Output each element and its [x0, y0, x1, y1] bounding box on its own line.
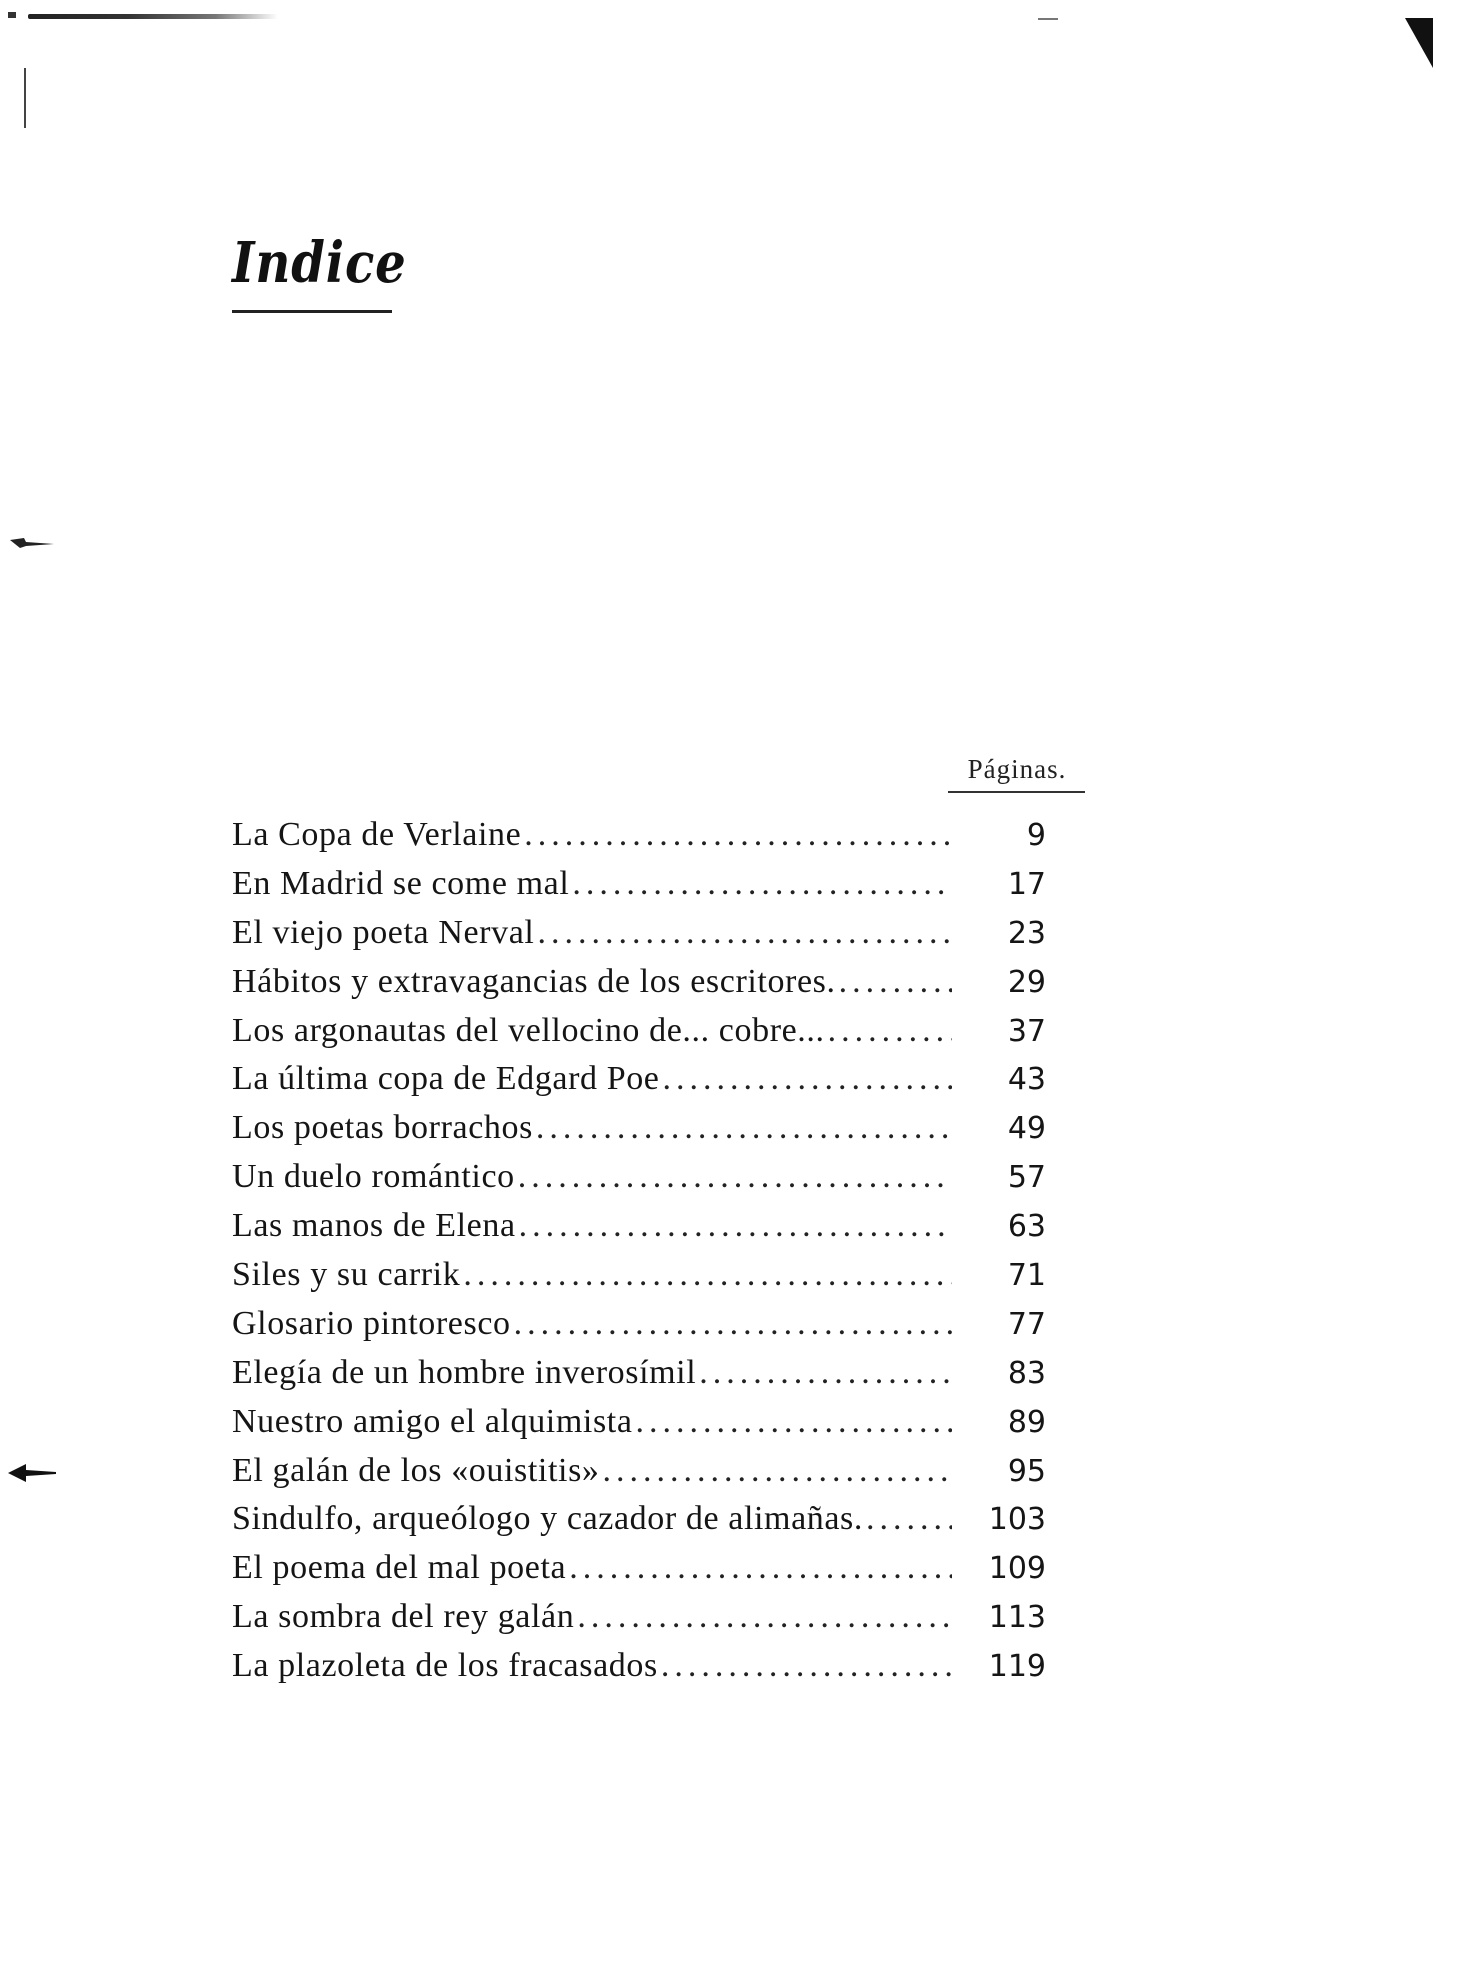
toc-entry-page: 17	[1007, 866, 1046, 902]
toc-leader-dots	[519, 1207, 952, 1245]
toc-entry-title: Hábitos y extravagancias de los escritores.	[232, 962, 836, 1000]
toc-entry-title: Nuestro amigo el alquimista	[232, 1402, 633, 1440]
toc-entry	[232, 1598, 1052, 1647]
toc-entry-page: 23	[1007, 915, 1046, 951]
toc-entry	[232, 1207, 1052, 1256]
table-of-contents	[232, 816, 1052, 1696]
title-underline	[232, 310, 392, 313]
toc-entry	[232, 914, 1052, 963]
toc-leader-dots	[828, 1012, 952, 1050]
toc-entry	[232, 865, 1052, 914]
toc-entry-title: Un duelo romántico	[232, 1158, 515, 1196]
scan-mark	[8, 12, 16, 18]
toc-entry	[232, 1354, 1052, 1403]
toc-entry-page: 77	[1007, 1306, 1046, 1342]
toc-entry-page: 103	[988, 1502, 1046, 1538]
toc-entry-title: Glosario pintoresco	[232, 1304, 511, 1342]
toc-entry-page: 29	[1007, 964, 1046, 1000]
toc-entry	[232, 1060, 1052, 1109]
toc-entry	[232, 1403, 1052, 1452]
toc-leader-dots	[663, 1060, 953, 1098]
toc-leader-dots	[463, 1256, 952, 1294]
toc-entry-title: La última copa de Edgard Poe	[232, 1060, 660, 1098]
toc-entry-page: 9	[1026, 818, 1046, 853]
toc-entry-page: 83	[1007, 1355, 1046, 1391]
toc-entry-page: 43	[1007, 1062, 1046, 1098]
toc-leader-dots	[572, 865, 952, 903]
toc-entry-title: El galán de los «ouistitis»	[232, 1451, 600, 1489]
toc-leader-dots	[569, 1549, 952, 1587]
toc-entry	[232, 963, 1052, 1012]
page-title: Indice	[232, 230, 407, 296]
toc-entry-title: Las manos de Elena	[232, 1207, 516, 1245]
toc-entry-page: 95	[1007, 1453, 1046, 1489]
toc-entry-title: El viejo poeta Nerval	[232, 913, 535, 951]
toc-entry-page: 119	[988, 1649, 1046, 1685]
toc-entry-title: Sindulfo, arqueólogo y cazador de alimañas.	[232, 1500, 863, 1538]
toc-leader-dots	[524, 816, 952, 854]
toc-entry-page: 63	[1007, 1209, 1046, 1245]
toc-entry	[232, 1012, 1052, 1061]
toc-entry	[232, 1158, 1052, 1207]
scan-mark-arrow-icon	[10, 538, 54, 548]
toc-entry	[232, 1549, 1052, 1598]
toc-entry	[232, 1256, 1052, 1305]
toc-leader-dots	[603, 1452, 952, 1490]
toc-entry-page: 71	[1007, 1258, 1046, 1294]
toc-leader-dots	[537, 914, 952, 952]
toc-entry-title: Elegía de un hombre inverosímil	[232, 1353, 697, 1391]
toc-leader-dots	[514, 1305, 952, 1343]
toc-entry-page: 37	[1007, 1013, 1046, 1049]
pages-header-rule	[948, 791, 1085, 793]
toc-leader-dots	[636, 1403, 952, 1441]
toc-leader-dots	[518, 1158, 952, 1196]
toc-entry-title: Los poetas borrachos	[232, 1109, 533, 1147]
toc-entry-page: 109	[988, 1551, 1046, 1587]
toc-leader-dots	[661, 1647, 952, 1685]
toc-entry	[232, 1647, 1052, 1696]
toc-leader-dots	[536, 1109, 952, 1147]
toc-entry-title: El poema del mal poeta	[232, 1549, 567, 1587]
toc-entry	[232, 1452, 1052, 1501]
toc-entry-title: Siles y su carrik	[232, 1256, 461, 1294]
toc-entry-title: La Copa de Verlaine	[232, 816, 522, 853]
toc-leader-dots	[866, 1500, 952, 1538]
scan-mark	[24, 68, 26, 128]
toc-entry-page: 89	[1007, 1404, 1046, 1440]
toc-entry-page: 57	[1007, 1160, 1046, 1196]
pages-column-header: Páginas.	[967, 754, 1067, 784]
toc-entry	[232, 1500, 1052, 1549]
toc-entry-title: En Madrid se come mal	[232, 864, 570, 902]
toc-entry-page: 49	[1007, 1111, 1046, 1147]
scan-mark	[1038, 18, 1058, 20]
toc-leader-dots	[839, 963, 952, 1001]
toc-entry-page: 113	[988, 1600, 1046, 1636]
scan-mark-arrow-icon	[8, 1462, 56, 1484]
toc-leader-dots	[699, 1354, 952, 1392]
toc-entry	[232, 1109, 1052, 1158]
scan-mark	[1405, 18, 1433, 68]
toc-entry-title: La sombra del rey galán	[232, 1598, 575, 1636]
scan-mark	[28, 14, 278, 19]
toc-entry-title: La plazoleta de los fracasados	[232, 1647, 658, 1685]
toc-entry-title: Los argonautas del vellocino de... cobre...	[232, 1011, 825, 1049]
toc-leader-dots	[577, 1598, 952, 1636]
toc-entry	[232, 1305, 1052, 1354]
toc-entry	[232, 816, 1052, 865]
